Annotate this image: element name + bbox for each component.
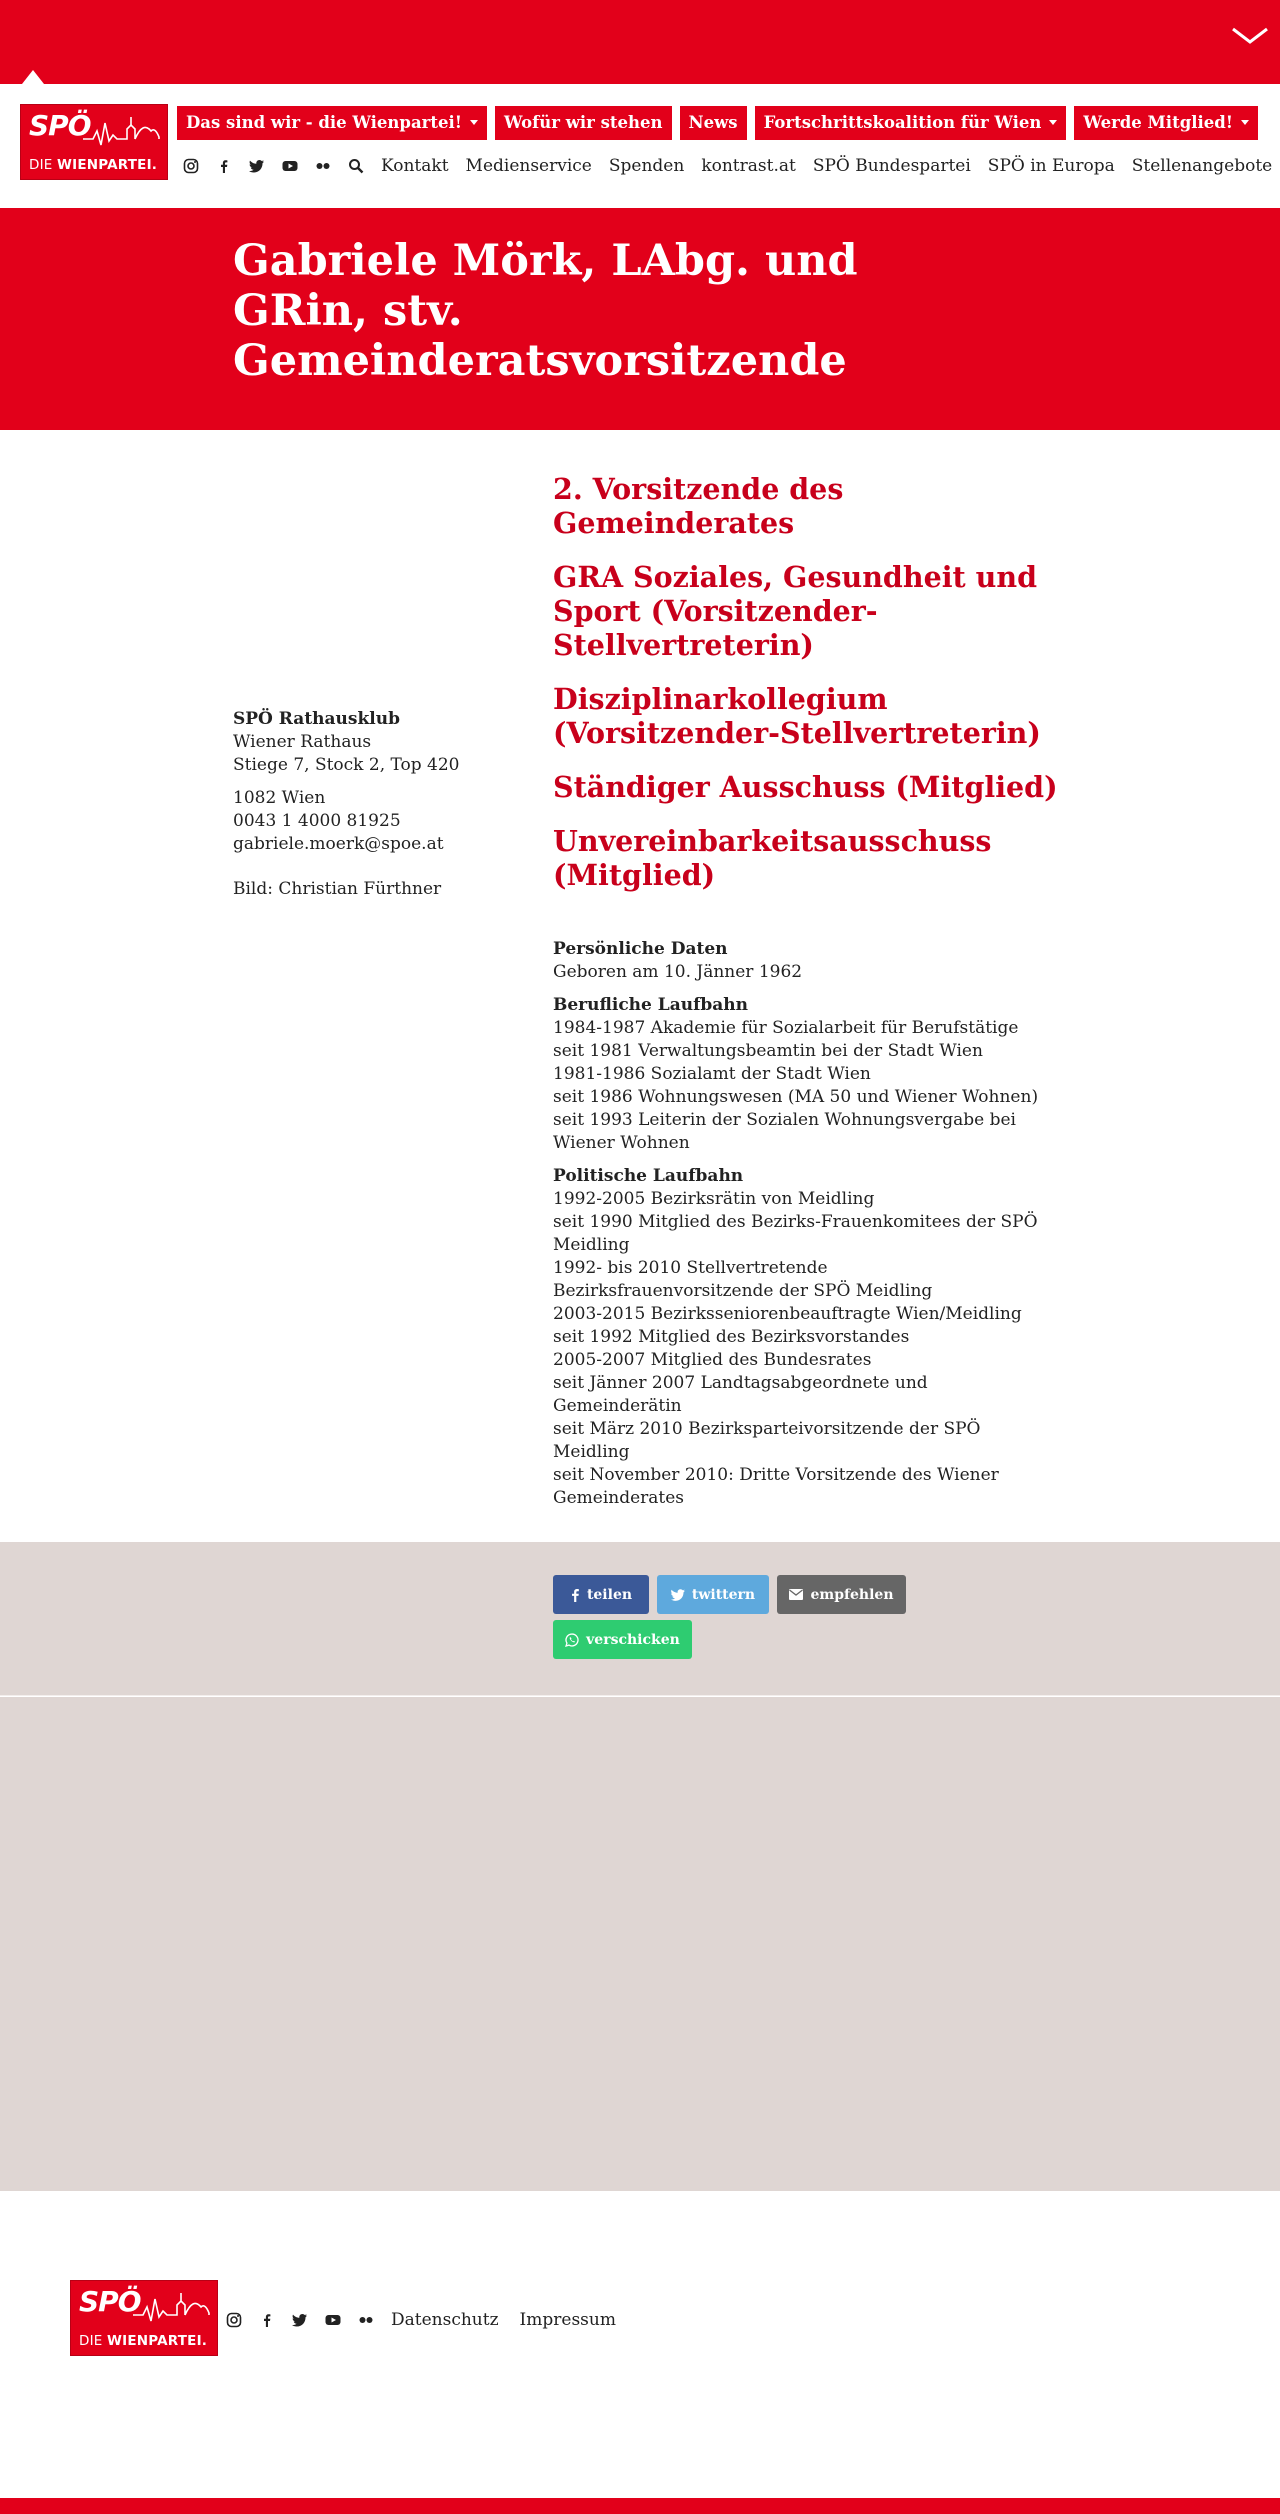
hero-banner (0, 208, 1280, 430)
twitter-icon (671, 1589, 685, 1601)
bio-political-section (553, 1165, 1043, 1510)
nav-wofuer-wir-stehen[interactable]: Wofür wir stehen (495, 106, 672, 140)
menu-notch (22, 70, 44, 84)
bio-heading: Persönliche Daten (553, 939, 728, 959)
share-whatsapp-button[interactable] (553, 1620, 692, 1659)
chevron-down-icon[interactable] (1230, 22, 1270, 48)
bio-line: seit 1992 Mitglied des Bezirksvorstandes (553, 1327, 910, 1347)
logo-spoe-text: SPÖ (79, 2285, 141, 2318)
bio-line: seit November 2010: Dritte Vorsitzende des Wiener Gemeinderates (553, 1465, 999, 1508)
contact-address-line2: Stiege 7, Stock 2, Top 420 (233, 755, 460, 775)
bio-line: seit 1990 Mitglied des Bezirks-Frauenkomitees der SPÖ Meidling (553, 1212, 1038, 1255)
bio-career-section (553, 994, 1043, 1155)
subnav-spenden[interactable]: Spenden (608, 156, 685, 176)
bio-line: Geboren am 10. Jänner 1962 (553, 962, 803, 982)
content-placeholder-area (0, 1697, 1280, 2191)
bio-line: 1992- bis 2010 Stellvertretende Bezirksfrauenvorsitzende der SPÖ Meidling (553, 1258, 933, 1301)
bio-line: seit 1993 Leiterin der Sozialen Wohnungsvergabe bei Wiener Wohnen (553, 1110, 1016, 1153)
contact-city: 1082 Wien (233, 788, 326, 808)
subnav-stellenangebote[interactable]: Stellenangebote (1131, 156, 1273, 176)
nav-fortschrittskoalition[interactable]: Fortschrittskoalition für Wien (755, 106, 1067, 140)
caret-down-icon (1049, 120, 1057, 125)
logo-wienpartei-text: DIE WIENPARTEI. (29, 157, 158, 173)
contact-email-link[interactable]: gabriele.moerk@spoe.at (233, 834, 444, 854)
twitter-icon[interactable] (292, 2312, 308, 2328)
facebook-icon (570, 1588, 580, 1602)
bio-line: seit 1986 Wohnungswesen (MA 50 und Wiener Wohnen) (553, 1087, 1039, 1107)
twitter-icon[interactable] (249, 158, 265, 174)
skyline-heartbeat-icon (83, 113, 161, 153)
whatsapp-icon (565, 1633, 579, 1647)
share-email-label: empfehlen (810, 1586, 894, 1603)
bio-heading: Politische Laufbahn (553, 1166, 744, 1186)
bio-line: 1984-1987 Akademie für Sozialarbeit für Berufstätige (553, 1018, 1019, 1038)
subnav-kontakt[interactable]: Kontakt (381, 156, 449, 176)
share-facebook-label: teilen (586, 1586, 633, 1603)
spoe-logo[interactable] (20, 104, 168, 180)
share-band (0, 1542, 1280, 1696)
contact-address-line1: Wiener Rathaus (233, 732, 372, 752)
bio-line: seit März 2010 Bezirksparteivorsitzende der SPÖ Meidling (553, 1419, 981, 1462)
role-heading: Disziplinarkollegium (Vorsitzender-Stellvertreterin) (553, 682, 1041, 750)
subnav-kontrast[interactable]: kontrast.at (701, 156, 796, 176)
subnav-spoe-bundespartei[interactable]: SPÖ Bundespartei (812, 156, 971, 176)
biography (553, 938, 1043, 1520)
flickr-icon[interactable] (358, 2312, 374, 2328)
facebook-icon[interactable] (259, 2312, 275, 2328)
envelope-icon (789, 1589, 803, 1600)
bio-line: 2003-2015 Bezirksseniorenbeauftragte Wien/Meidling (553, 1304, 1022, 1324)
bottom-bar (0, 2498, 1280, 2514)
image-credit: Bild: Christian Fürthner (233, 879, 442, 899)
contact-phone: 0043 1 4000 81925 (233, 811, 401, 831)
facebook-icon[interactable] (216, 158, 232, 174)
skyline-heartbeat-icon (133, 2289, 211, 2329)
contact-block (233, 708, 493, 901)
logo-wienpartei-text: DIE WIENPARTEI. (79, 2333, 208, 2349)
main-navigation (177, 106, 1258, 140)
search-icon[interactable] (348, 158, 364, 174)
share-whatsapp-label: verschicken (586, 1631, 680, 1648)
contact-org: SPÖ Rathausklub (233, 709, 400, 729)
footer-link-impressum[interactable]: Impressum (519, 2310, 616, 2330)
nav-das-sind-wir[interactable]: Das sind wir - die Wienpartei! (177, 106, 487, 140)
role-heading: Unvereinbarkeitsausschuss (Mitglied) (553, 824, 992, 892)
instagram-icon[interactable] (226, 2312, 242, 2328)
subnav-spoe-in-europa[interactable]: SPÖ in Europa (987, 156, 1115, 176)
top-bar (0, 0, 1280, 84)
bio-heading: Berufliche Laufbahn (553, 995, 749, 1015)
bio-line: 1981-1986 Sozialamt der Stadt Wien (553, 1064, 871, 1084)
instagram-icon[interactable] (183, 158, 199, 174)
nav-werde-mitglied[interactable]: Werde Mitglied! (1074, 106, 1258, 140)
footer-spoe-logo[interactable] (70, 2280, 218, 2356)
footer-link-datenschutz[interactable]: Datenschutz (391, 2310, 499, 2330)
subnav-medienservice[interactable]: Medienservice (465, 156, 592, 176)
site-header (0, 84, 1280, 208)
footer-navigation (226, 2308, 637, 2332)
bio-line: 1992-2005 Bezirksrätin von Meidling (553, 1189, 875, 1209)
share-twitter-label: twittern (691, 1586, 756, 1603)
share-twitter-button[interactable] (657, 1575, 769, 1614)
share-facebook-button[interactable] (553, 1575, 649, 1614)
caret-down-icon (1241, 120, 1249, 125)
logo-spoe-text: SPÖ (29, 109, 91, 142)
share-email-button[interactable] (777, 1575, 906, 1614)
flickr-icon[interactable] (315, 158, 331, 174)
role-heading: Ständiger Ausschuss (Mitglied) (553, 770, 1058, 804)
youtube-icon[interactable] (325, 2312, 341, 2328)
nav-news[interactable]: News (680, 106, 747, 140)
bio-line: 2005-2007 Mitglied des Bundesrates (553, 1350, 872, 1370)
roles-list (553, 472, 1073, 912)
share-row (553, 1575, 906, 1614)
page-title: Gabriele Mörk, LAbg. und GRin, stv. Gemeinderatsvorsitzende (233, 236, 858, 386)
bio-line: seit Jänner 2007 Landtagsabgeordnete und Gemeinderätin (553, 1373, 928, 1416)
bio-personal-section (553, 938, 1043, 984)
secondary-navigation (183, 152, 1280, 180)
role-heading: GRA Soziales, Gesundheit und Sport (Vorsitzender-Stellvertreterin) (553, 560, 1037, 662)
share-row (553, 1620, 692, 1659)
caret-down-icon (470, 120, 478, 125)
bio-line: seit 1981 Verwaltungsbeamtin bei der Stadt Wien (553, 1041, 983, 1061)
role-heading: 2. Vorsitzende des Gemeinderates (553, 472, 844, 540)
youtube-icon[interactable] (282, 158, 298, 174)
